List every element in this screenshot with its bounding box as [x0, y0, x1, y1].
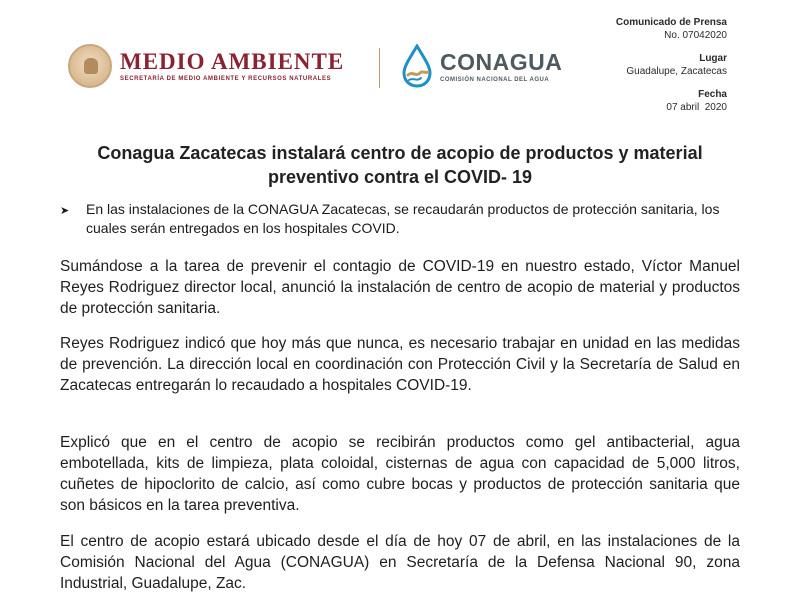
summary-bullet	[60, 200, 740, 238]
arrow-bullet-icon: ➤	[60, 205, 70, 217]
conagua-subtitle: COMISIÓN NACIONAL DEL AGUA	[440, 76, 550, 83]
document-title: Conagua Zacatecas instalará centro de acopio de productos y material preventivo contra el COVID- 19	[97, 143, 703, 187]
lugar-label: Lugar	[699, 53, 727, 64]
paragraph-2: Reyes Rodriguez indicó que hoy más que nunca, es necesario trabajar en unidad en las medidas de prevención. La dirección local en coordinación con Protección Civil y la Secretaría de Salud en Zacatecas entregarán lo recaudado a hospitales COVID-19.	[60, 335, 740, 394]
press-release-meta	[616, 16, 727, 124]
mexico-seal-icon	[68, 44, 112, 88]
document-header	[0, 0, 800, 130]
conagua-title: CONAGUA	[440, 48, 563, 75]
medio-ambiente-logo	[68, 44, 344, 88]
bullet-text: En las instalaciones de la CONAGUA Zacatecas, se recaudarán productos de protección sanitaria, los cuales serán entregados en los hospitales COVID.	[86, 201, 720, 236]
conagua-logo	[400, 44, 562, 88]
lugar-value: Guadalupe, Zacatecas	[626, 66, 727, 77]
medio-ambiente-title: MEDIO AMBIENTE	[120, 49, 345, 74]
fecha-label: Fecha	[698, 89, 727, 100]
paragraph-1: Sumándose a la tarea de prevenir el contagio de COVID-19 en nuestro estado, Víctor Manuel Reyes Rodriguez director local, anunció la instalación de centro de acopio de material y productos de protección sanitaria.	[60, 258, 740, 317]
paragraph-3: Explicó que en el centro de acopio se recibirán productos como gel antibacterial, agua embotellada, kits de limpieza, plata coloidal, cisternas de agua con capacidad de 5,000 litros, cuñetes de hipoclorito de calcio, así como cubre bocas y productos de protección sanitaria que son básicos en la tarea preventiva.	[60, 434, 740, 514]
fecha-value: 07 abril 2020	[666, 102, 727, 113]
logo-divider	[379, 48, 380, 88]
comunicado-label: Comunicado de Prensa	[615, 17, 727, 28]
conagua-drop-icon	[400, 44, 434, 88]
medio-ambiente-subtitle: SECRETARÍA DE MEDIO AMBIENTE Y RECURSOS NATURALES	[120, 76, 332, 82]
comunicado-number: No. 07042020	[664, 30, 727, 41]
paragraph-4: El centro de acopio estará ubicado desde el día de hoy 07 de abril, en las instalaciones de la Comisión Nacional del Agua (CONAGUA) en Secretaría de la Defensa Nacional 90, zona Industrial, Guadalupe, Zac.	[60, 533, 740, 592]
